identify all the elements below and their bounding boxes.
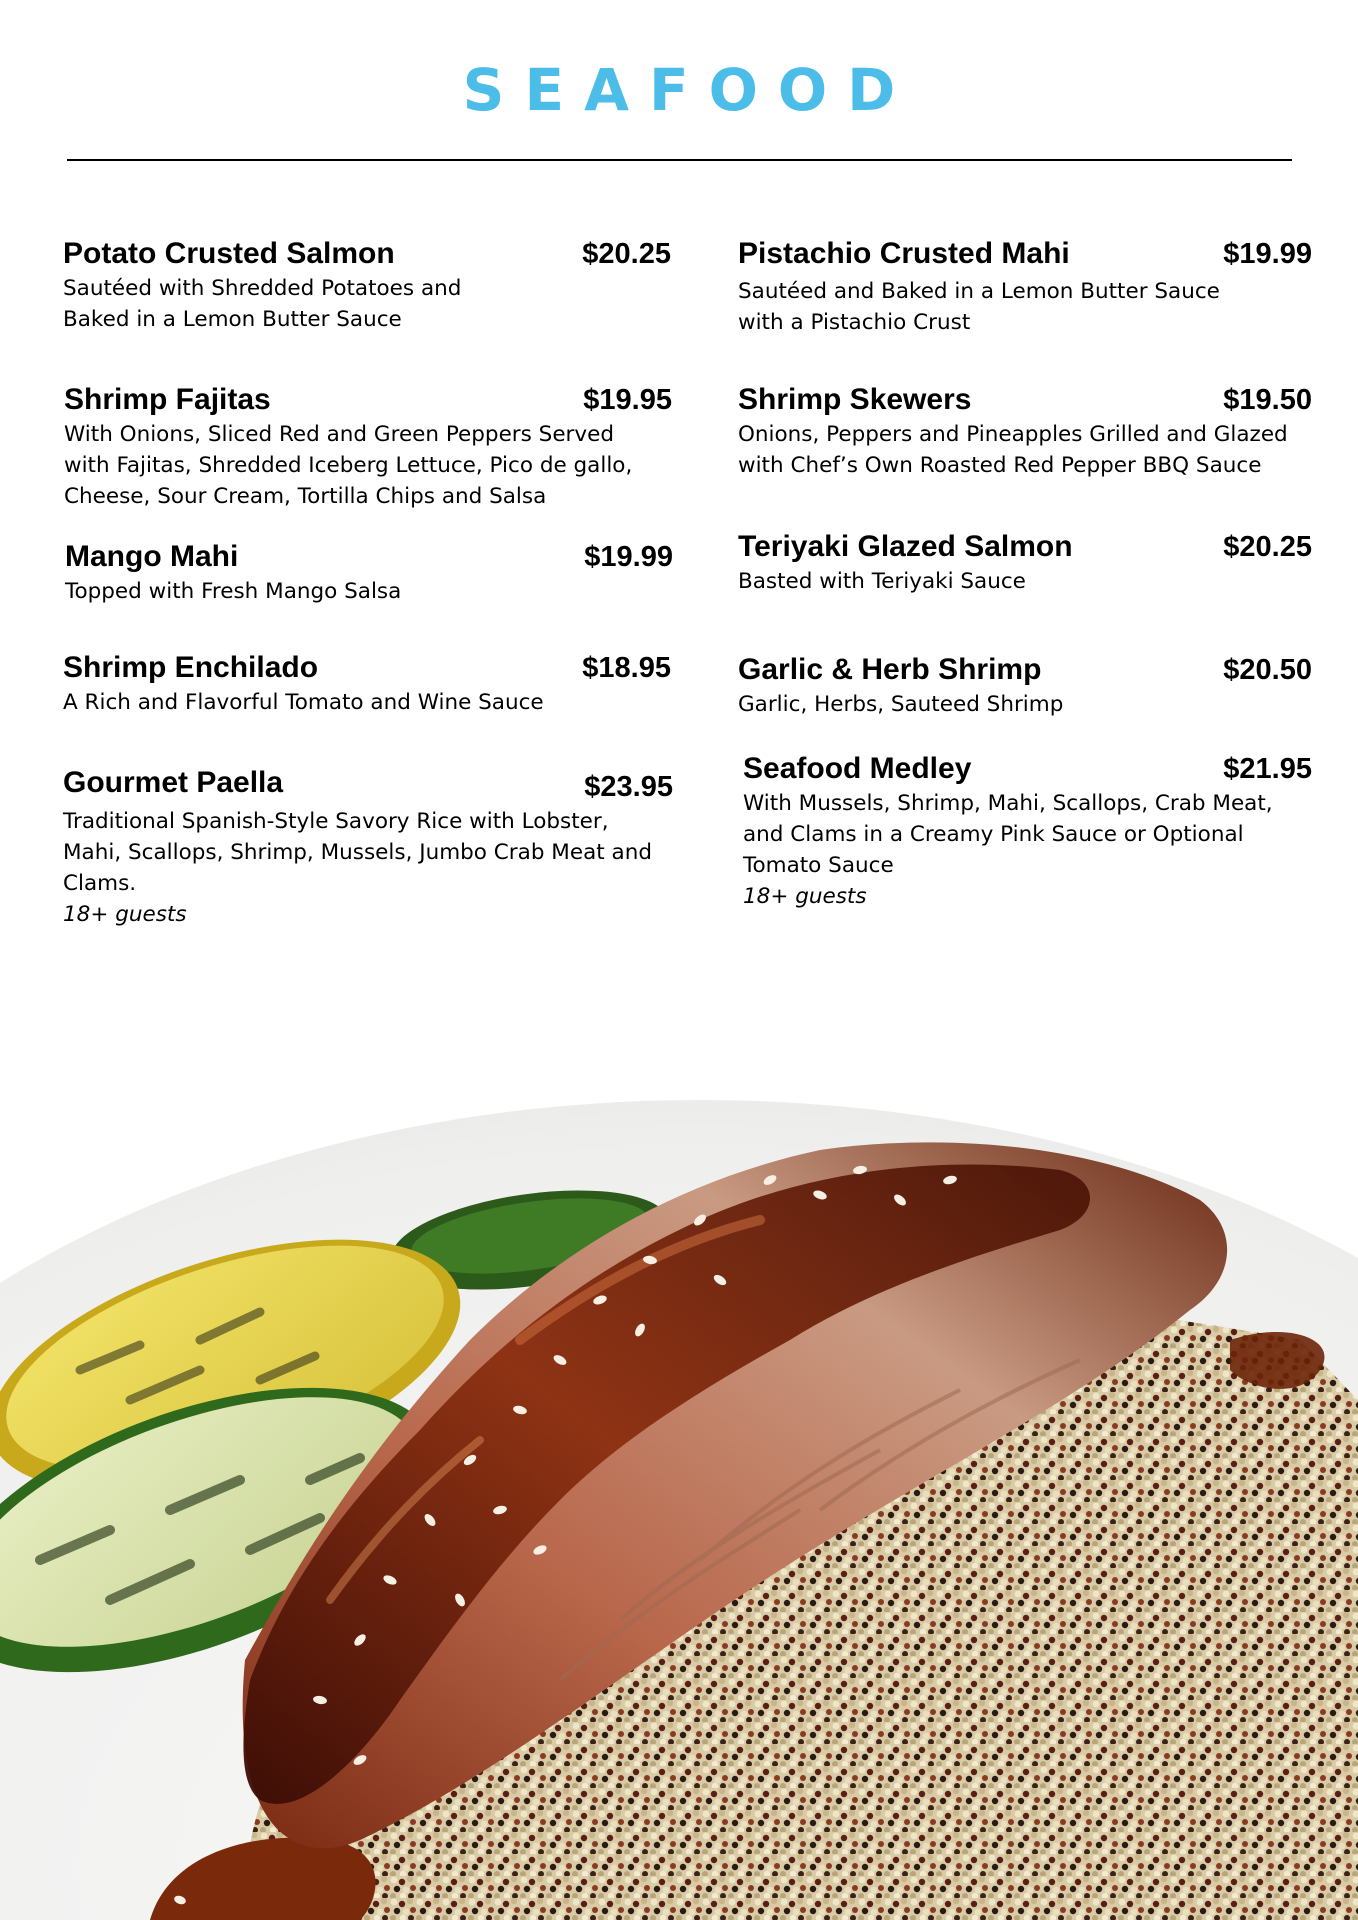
item-price: $20.50 (1223, 654, 1312, 686)
item-name: Potato Crusted Salmon (63, 237, 395, 270)
item-name: Mango Mahi (65, 540, 239, 573)
item-name: Shrimp Skewers (738, 383, 972, 416)
item-description: Traditional Spanish-Style Savory Rice with Lobster, Mahi, Scallops, Shrimp, Mussels, Jumbo Crab Meat and Clams. (63, 809, 652, 896)
item-description: Sautéed and Baked in a Lemon Butter Sauce with a Pistachio Crust (738, 279, 1220, 335)
menu-item-shrimp-skewers (738, 381, 1312, 481)
item-name: Gourmet Paella (63, 766, 284, 799)
menu-item-pistachio-crusted-mahi (738, 235, 1312, 338)
item-description: A Rich and Flavorful Tomato and Wine Sauce (63, 690, 544, 715)
item-name: Teriyaki Glazed Salmon (738, 530, 1073, 563)
item-price: $19.99 (584, 541, 673, 573)
item-price: $19.99 (1223, 238, 1312, 270)
title-divider (67, 159, 1292, 161)
item-name: Seafood Medley (743, 752, 972, 785)
item-price: $23.95 (584, 771, 673, 803)
item-name: Garlic & Herb Shrimp (738, 653, 1042, 686)
menu-item-garlic-herb-shrimp (738, 651, 1312, 720)
item-price: $19.50 (1223, 384, 1312, 416)
menu-item-gourmet-paella (63, 764, 673, 930)
item-description: Sautéed with Shredded Potatoes and Baked in a Lemon Butter Sauce (63, 276, 462, 332)
menu-item-shrimp-enchilado (63, 649, 671, 718)
item-name: Pistachio Crusted Mahi (738, 237, 1070, 270)
item-price: $20.25 (582, 238, 671, 270)
item-note: 18+ guests (743, 884, 867, 909)
item-price: $20.25 (1223, 531, 1312, 563)
item-description: Onions, Peppers and Pineapples Grilled and Glazed with Chef’s Own Roasted Red Pepper BBQ Sauce (738, 422, 1288, 478)
item-description: With Onions, Sliced Red and Green Peppers Served with Fajitas, Shredded Iceberg Lettuce, Pico de gallo, Cheese, Sour Cream, Tortilla Chips and Salsa (64, 422, 633, 509)
menu-item-seafood-medley (743, 750, 1312, 912)
page-title: SEAFOOD (462, 56, 916, 124)
item-price: $19.95 (583, 384, 672, 416)
menu-item-teriyaki-glazed-salmon (738, 528, 1312, 597)
menu-item-potato-crusted-salmon (63, 235, 671, 335)
item-note: 18+ guests (63, 902, 187, 927)
menu-item-shrimp-fajitas (64, 381, 672, 512)
item-price: $18.95 (582, 652, 671, 684)
item-description: With Mussels, Shrimp, Mahi, Scallops, Crab Meat, and Clams in a Creamy Pink Sauce or Optional Tomato Sauce (743, 791, 1273, 878)
item-description: Garlic, Herbs, Sauteed Shrimp (738, 692, 1064, 717)
item-price: $21.95 (1223, 753, 1312, 785)
item-name: Shrimp Enchilado (63, 651, 319, 684)
item-description: Basted with Teriyaki Sauce (738, 569, 1026, 594)
menu-item-mango-mahi (65, 538, 673, 607)
item-description: Topped with Fresh Mango Salsa (65, 579, 402, 604)
food-photo (0, 1040, 1358, 1920)
item-name: Shrimp Fajitas (64, 383, 271, 416)
